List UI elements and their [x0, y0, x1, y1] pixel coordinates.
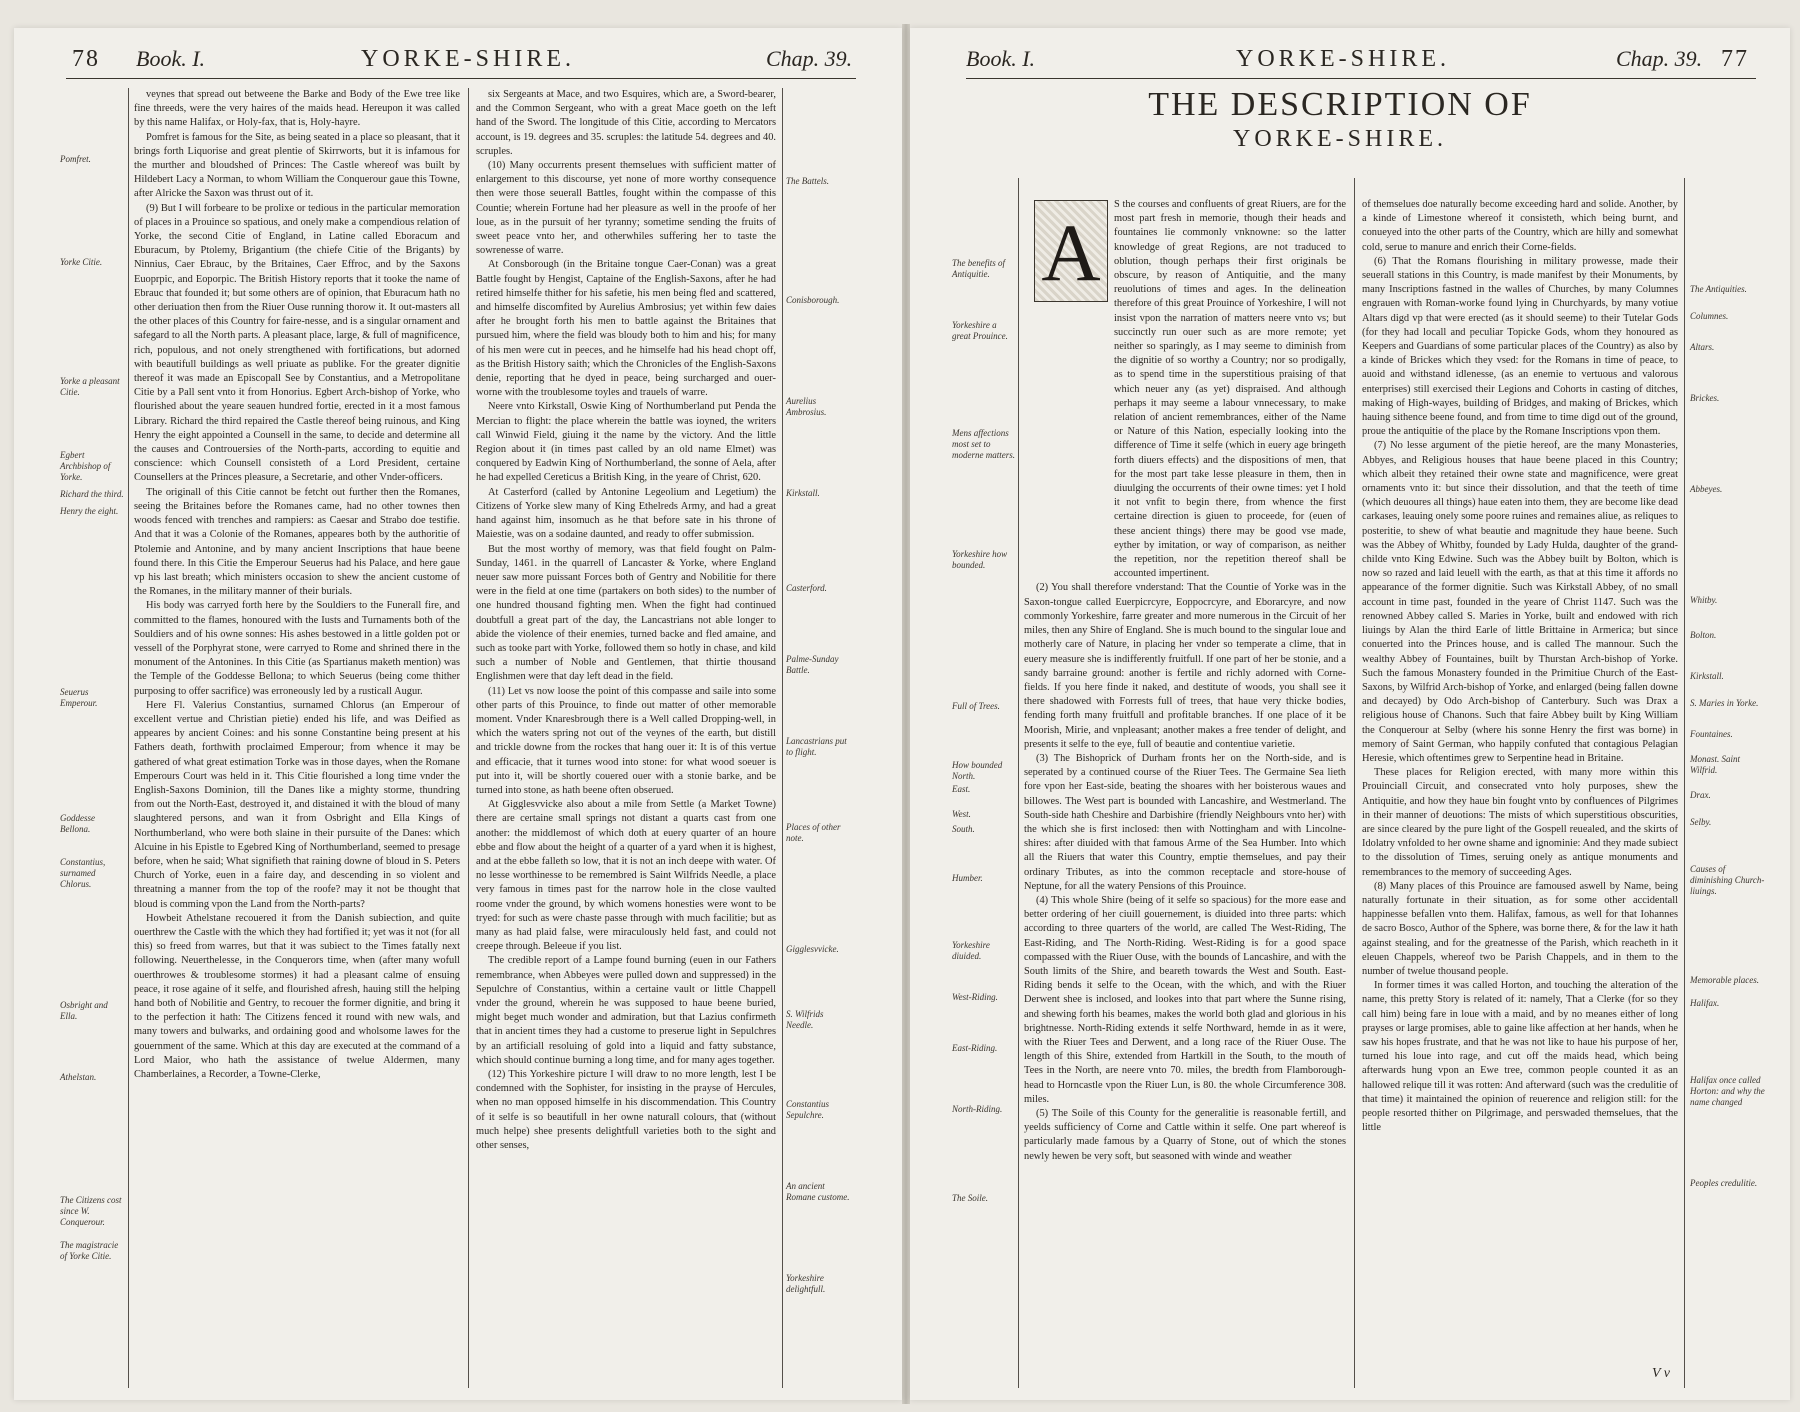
left-chapter-ref: Chap. 39.	[766, 46, 853, 71]
left-column-1	[134, 88, 460, 1388]
left-page-number: 78	[72, 46, 100, 72]
margin-note: Fountaines.	[1690, 729, 1733, 739]
margin-note: East.	[952, 784, 971, 794]
right-header-title: YORKE-SHIRE.	[1236, 46, 1450, 72]
paragraph: At Gigglesvvicke also about a mile from Settle (a Market Towne) there are certaine small springs not distant a quarts cast from one another: the middlemost of which doth at euery quarter of an houre ebbe and flow about the height of a quarter of a yard when it is highest, and at the ebbe falleth so low, that it is not an inch deepe with water. Of no lesse worthinesse to be remembred is Saint Wilfrids Needle, a place very famous in times past for the narrow hole in the close vaulted roome vnder the ground, by which womens honesties were wont to be tryed: for such as were chaste passe through with much facilitie; but as many as had plaid false, were miraculously held fast, and could not creepe through. Beleeue if you list.	[476, 799, 776, 953]
margin-note: The Citizens cost since W. Conquerour.	[60, 1195, 122, 1227]
margin-note: Gigglesvvicke.	[786, 944, 839, 954]
paragraph: Neere vnto Kirkstall, Oswie King of Northumberland put Penda the Mercian to flight: the place wherein the battle was ioyned, the writers call Winwid Field, giuing it the name by the victory. And the little Region about it (in times past called by an old name Elmet) was conquered by Eadwin King of Northumberland, the sonne of Aela, after he had expelled Cereticus a British King, in the yeare of Christ, 620.	[476, 401, 776, 484]
paragraph: But the most worthy of memory, was that field fought on Palm-Sunday, 1461. in the quarrell of Lancaster & Yorke, where England neuer saw more puissant Forces both of Gentry and Nobilitie for there were in the field at one time (partakers on both sides) to the number of one hundred thousand fighting men. When the fight had continued doubtfull a great part of the day, the Lancastrians not able longer to abide the violence of their enemies, turned backe and fled amaine, and such as tooke part with Yorke, followed them so hotly in chase, and kild such a number of Noble and Gentlemen, that thirtie thousand Englishmen were that day left dead in the field.	[476, 543, 776, 683]
margin-note: Athelstan.	[60, 1072, 97, 1082]
right-book-ref: Book. I.	[966, 46, 1036, 71]
margin-note: Yorkeshire diuided.	[952, 940, 990, 961]
left-margin-rule	[128, 88, 129, 1388]
margin-note: Places of other note.	[786, 822, 841, 843]
paragraph: (10) Many occurrents present themselues with sufficient matter of enlargement to this discourse, yet none of more worthy consequence then were those seuerall Battles, fought within the compasse of this Countie; wherein Fortune had her pleasure as well in the proofe of her loue, as in the pursuit of her tyranny; sometime sending the fruits of sweet peace vnto her, and otherwhiles suffering her to taste the sowrenesse of warre.	[476, 160, 776, 257]
margin-note: How bounded North.	[952, 760, 1003, 781]
margin-note: Causes of diminishing Church-liuings.	[1690, 864, 1765, 896]
dropcap-letter: A	[1041, 207, 1101, 298]
margin-note: Full of Trees.	[952, 701, 1000, 711]
left-running-head	[66, 42, 856, 79]
margin-note: Yorke a pleasant Citie.	[60, 376, 120, 397]
left-page	[14, 28, 902, 1400]
paragraph: In former times it was called Horton, and touching the alteration of the name, this pretty Story is related of it: namely, That a Clerke (for so they call him) being fare in loue with a maid, and by no meanes either of long prayses or large promises, able to gaine like affection at her hands, when he saw his hopes frustrate, and that he was not like to haue his purpose of her, turned his loue into rage, and cut off the maids head, which being afterwards hung vpon an Ewe tree, common people counted it as an hallowed relique till it was rotten: And afterward (such was the credulitie of that time) it maintained the opinion of reuerence and religion still: for the people resorted thither on Pilgrimage, and perswaded themselues, that the little	[1362, 980, 1678, 1134]
margin-note: Henry the eight.	[60, 506, 119, 516]
margin-note: Altars.	[1690, 342, 1715, 352]
left-inner-margin-rule	[782, 88, 783, 1388]
margin-note: Conisborough.	[786, 295, 840, 305]
margin-note: Humber.	[952, 873, 983, 883]
paragraph: (7) No lesse argument of the pietie hereof, are the many Monasteries, Abbyes, and Religious houses that haue beene placed in this Country; which albeit they retained their owne state and magnificence, were great ornaments vnto it: but since their dissolution, and that the teeth of time (which deuoures all things) haue eaten into them, they are become like dead carkases, leauing onely some poore ruines and remaines aliue, as reliques to posteritie, to shew of what beautie and magnitude they haue beene. Such was the Abbey of Whitby, founded by Lady Hulda, daughter of the grand-childe vnto King Edwine. Such was the Abbey built by Bolton, which is now so razed and laid leuell with the earth, as that at this time it affords no appearance of the former dignitie. Such was Kirkstall Abbey, of no small account in time past, founded in the yeare of Christ 1147. Such was the renowned Abbey called S. Maries in Yorke, built and endowed with rich liuings by Alan the third Earle of little Brittaine in Armerica; but since conuerted into the Princes house, and is called The mannour. Such the wealthy Abbey of Fountaines, built by Thurstan Arch-bishop of Yorke. Such the famous Monastery founded in the Primitiue Church of the East-Saxons, by Wilfrid Arch-bishop of Yorke, and enlarged (being fallen downe and decayed) by Odo Arch-bishop of Canterbury. Such was Drax a religious house of Chanons. Such that faire Abbey built by King William the Conquerour at Selby (where his sonne Henry the first was borne) in memory of Saint German, who happily confuted that contagious Pelagian Heresie, which oftentimes grew to Serpentine head in Britaine.	[1362, 440, 1678, 764]
margin-note: Abbeyes.	[1690, 484, 1723, 494]
left-header-title: YORKE-SHIRE.	[361, 46, 575, 72]
margin-note: Kirkstall.	[786, 488, 820, 498]
section-subtitle: YORKE-SHIRE.	[1233, 126, 1447, 152]
margin-note: An ancient Romane custome.	[786, 1181, 850, 1202]
margin-note: Yorkeshire how bounded.	[952, 549, 1008, 570]
paragraph: (12) This Yorkeshire picture I will draw to no more length, lest I be condemned with the Sophister, for insisting in the prayse of Hercules, when no man opposed himselfe in his discommendation. This Country of it selfe is so beautifull in her owne naturall colours, that (without much helpe) shee presents delightfull varieties both to the sight and other senses,	[476, 1069, 776, 1152]
margin-note: Monast. Saint Wilfrid.	[1690, 754, 1741, 775]
margin-note: Halifax.	[1690, 998, 1720, 1008]
paragraph: (8) Many places of this Prouince are famoused aswell by Name, being naturally fortunate in their situation, as for some other accidentall happinesse befallen vnto them. Halifax, famous, as well for that Iohannes de sacro Bosco, Author of the Sphere, was borne there, & for the law it hath against stealing, and for the greatnesse of the Parish, which reacheth in it eleuen Chappels, whereof two be Parish Chappels, and in them to the number of twelue thousand people.	[1362, 880, 1678, 977]
paragraph: six Sergeants at Mace, and two Esquires, which are, a Sword-bearer, and the Common Sergeant, who with a great Mace goeth on the left hand of the Sword. The longitude of this Citie, according to Mercators account, is 19. degrees and 35. scruples: the latitude 54. degrees and 40. scruples.	[476, 89, 776, 157]
margin-note: Lancastrians put to flight.	[786, 736, 847, 757]
margin-note: Bolton.	[1690, 630, 1717, 640]
margin-note: The Soile.	[952, 1193, 988, 1203]
paragraph: (2) You shall therefore vnderstand: That the Countie of Yorke was in the Saxon-tongue called Euerpicrcyre, Eoppocrcyre, and Eborarcyre, and now commonly Yorkeshire, farre greater and more numerous in the Circuit of her miles, then any Shire of England. She is much bound to the singular loue and motherly care of Nature, in placing her vnder so temperate a clime, that in euery measure she is indifferently fruitfull. If one part of her be stonie, and a sandy barraine ground: another is fertile and richly adorned with Corne-fields. If you here finde it naked, and destitute of woods, you shall see it there shadowed with Forrests full of trees, that haue very thicke bodies, fending forth many fruitfull and profitable branches. If one place of it be Moorish, Mirie, and vnpleasant; another makes a free tender of delight, and presents it selfe to the eye, full of beautie and contentiue varietie.	[1024, 582, 1346, 750]
paragraph: (3) The Bishoprick of Durham fronts her on the North-side, and is seperated by a continued course of the Riuer Tees. The Germaine Sea lieth fore vpon her East-side, beating the shoares with her boisterous waues and billowes. The West part is bounded with Lancashire, and Westmerland. The South-side hath Cheshire and Darbishire (friendly Neighbours vnto her) with the which she is first inclosed: then with Nottingham and with Lincolne-shires: after diuided with that famous Arme of the Sea Humber. Into which all the Riuers that water this Country, emptie themselues, and pay their ordinary Tributes, as into the common receptacle and store-house of Neptune, for all the watery Pensions of this Prouince.	[1024, 752, 1346, 892]
right-running-head	[966, 42, 1756, 79]
margin-note: Yorkeshire a great Prouince.	[952, 320, 1008, 341]
left-inner-margin-notes	[786, 88, 850, 1388]
left-outer-margin-notes	[60, 88, 124, 1388]
margin-note: West.	[952, 809, 971, 819]
margin-note: West-Riding.	[952, 992, 998, 1002]
margin-note: The magistracie of Yorke Citie.	[60, 1240, 119, 1261]
margin-note: Columnes.	[1690, 311, 1729, 321]
paragraph: Howbeit Athelstane recouered it from the Danish subiection, and quite ouerthrew the Castle with the which they had fortified it; yet was it not (for all this) so freed from warres, but that it was subiect to the Times fatally next following. Neuerthelesse, in the Conquerors time, when (after many wofull ouerthrowes & troublesome stormes) it had a pleasant calme of ensuing peace, it rose againe of it selfe, and flourished afresh, hauing still the helping hand both of Nobilitie and Gentry, to recouer the former dignitie, and bring it to the perfection it hath: The Citizens fenced it round with new wals, and many towers and bulwarks, and ordaining good and wholsome lawes for the gouernment of the same. Which at this day are executed at the command of a Lord Maior, who hath the assistance of twelue Aldermen, many Chamberlaines, a Recorder, a Towne-Clerke,	[134, 912, 460, 1081]
margin-note: The Antiquities.	[1690, 284, 1747, 294]
right-column-2	[1362, 198, 1678, 1388]
margin-note: Yorkeshire delightfull.	[786, 1273, 826, 1294]
margin-note: Goddesse Bellona.	[60, 813, 95, 834]
right-page-number: 77	[1721, 46, 1749, 72]
margin-note: Peoples credulitie.	[1690, 1178, 1758, 1188]
right-chapter-ref: Chap. 39.	[1616, 46, 1703, 71]
margin-note: S. Maries in Yorke.	[1690, 698, 1759, 708]
margin-note: Yorke Citie.	[60, 257, 103, 267]
paragraph: The originall of this Citie cannot be fetcht out further then the Romanes, seeing the Britaines before the Romanes came, had no other townes then woods fenced with trenches and rampiers: as Caesar and Strabo doe testifie. And that it was a Colonie of the Romanes, appeares both by the authoritie of Ptolemie and Antonine, and by many ancient Inscriptions that haue beene found there. In this Citie the Emperour Seuerus had his Palace, and here gaue vp his last breath; which ministers occasion to shew the ancient custome of the Romanes, in the military manner of their burials.	[134, 486, 460, 598]
right-margin-rule	[1018, 178, 1019, 1388]
margin-note: Palme-Sunday Battle.	[786, 654, 839, 675]
margin-note: Mens affections most set to moderne matters.	[952, 428, 1015, 460]
left-column-2	[476, 88, 776, 1388]
paragraph: veynes that spread out betweene the Barke and Body of the Ewe tree like fine threeds, were the very haires of the maids head. Hereupon it was called by this name Halifax, or Holy-fax, that is, Holy-hayre.	[134, 89, 460, 129]
paragraph: Here Fl. Valerius Constantius, surnamed Chlorus (an Emperour of excellent vertue and Christian pietie) ended his life, and was Deified as appeares by ancient Coines: and his sonne Constantine being present at his Fathers death, forthwith proclaimed Emperour; from whence it may be gathered of what great estimation Torke was in those dayes, when the Romane Emperours Court was held in it. This Citie flourished a long time vnder the English-Saxons Dominion, till the Danes like a mighty storme, thundring from out the North-East, destroyed it, and distained it with the bloud of many slaughtered persons, and wan it from Osbright and Ella Kings of Northumberland, who were both slaine in their pursuite of the Danes: which Alcuine in his Epistle to Egebred King of Northumberland, seemed to presage before, when he said; What signifieth that raining downe of bloud in S. Peters Church of Yorke, euen in a faire day, and descending in so violent and threatning a manner from the top of the roofe? may it not be thought that bloud is comming vpon the Land from the North-parts?	[134, 699, 460, 910]
right-outer-margin-notes	[952, 88, 1016, 1388]
margin-note: Drax.	[1690, 790, 1711, 800]
margin-note: Casterford.	[786, 583, 827, 593]
margin-note: Aurelius Ambrosius.	[786, 396, 827, 417]
paragraph: (4) This whole Shire (being of it selfe so spacious) for the more ease and better ordering of her ciuill gouernement, is diuided into three parts: which according to three quarters of the world, are called The West-Riding, The East-Riding, and The North-Riding. West-Riding is for a good space compassed with the Riuer Ouse, with the bounds of Lancashire, and with the South limits of the Shire, and beareth towards the West and South. East-Riding bends it selfe to the Ocean, with the which, and with the Riuer Derwent shee is inclosed, and lookes into that part where the Sunne rising, and shewing forth his beames, makes the world both glad and glorious in his brightnesse. North-Riding extends it selfe Northward, hemde in as it were, with the Riuer Tees and Derwent, and a long race of the Riuer Ouse. The length of this Shire, extended from Hartkill in the South, to the mouth of Tees in the North, are neere vnto 70. miles, the bredth from Flamborough-head to Horncastle vpon the Riuer Lun, is 80. the whole Circumference 308. miles.	[1024, 894, 1346, 1105]
paragraph: (11) Let vs now loose the point of this compasse and saile into some other parts of this Prouince, to finde out matter of other memorable moment. Vnder Knaresbrough there is a Well called Dropping-well, in which the waters spring not out of the veynes of the earth, but distill and trickle downe from the rockes that hang ouer it: It is of this vertue and efficacie, that it turnes wood into stone: for what wood soeuer is put into it, will be shortly couered ouer with a stonie barke, and be turned into stone, as hath beene often obserued.	[476, 685, 776, 796]
margin-note: South.	[952, 824, 975, 834]
margin-note: Whitby.	[1690, 595, 1718, 605]
section-title: THE DESCRIPTION OF	[1148, 86, 1532, 123]
margin-note: Selby.	[1690, 817, 1712, 827]
paragraph: (5) The Soile of this County for the generalitie is reasonable fertill, and yeelds sufficiency of Corne and Cattle within it selfe. One part whereof is particularly made famous by a Quarry of Stone, out of which the stones newly hewen be very soft, but seasoned with winde and weather	[1024, 1108, 1346, 1162]
margin-note: Richard the third.	[60, 489, 124, 499]
margin-note: Constantius Sepulchre.	[786, 1099, 830, 1120]
margin-note: Constantius, surnamed Chlorus.	[60, 857, 106, 889]
paragraph: These places for Religion erected, with many more within this Prouinciall Circuit, and consecrated vnto holy purposes, shew the Antiquitie, and how they haue bin fought vnto by confluences of Pilgrimes in their manner of deuotions: The mists of which superstitious obscurities, are since cleared by the pure light of the Gospell reuealed, and the skirts of Idolatry vnfolded to her owne shame and ignominie: And they made subiect to the dissolution of Times, seruing onely as antique monuments and remembrances to the memory of succeeding Ages.	[1362, 767, 1678, 878]
margin-note: Halifax once called Horton: and why the name changed	[1690, 1075, 1765, 1107]
margin-note: Egbert Archbishop of Yorke.	[60, 450, 111, 482]
margin-note: Seuerus Emperour.	[60, 687, 98, 708]
paragraph: S the courses and confluents of great Riuers, are for the most part fresh in memorie, though their heads and fountaines lie commonly vnknowne: so the latter knowledge of great Regions, are not traduced to oblution, though perhaps their first originals be obscure, by reason of Antiquitie, and the many reuolutions of times and ages. In the delineation therefore of this great Prouince of Yorkeshire, I will not insist vpon the narration of matters neere vnto vs; but succinctly run ouer such as are more remote; yet neither so sparingly, as I may seeme to diminish from the dignitie of so worthy a Country; nor so prodigally, as to spend time in the superstitious praising of that which neuer any (as yet) dispraised. And although perhaps it may seeme a labour vnnecessary, to make relation of ancient remembrances, either of the Name or Nature of this Nation, especially looking into the difference of Time it selfe (which in euery age bringeth forth diuers effects) and the dispositions of men, that for the most part take lesse pleasure in them, then in diuulging the occurrents of their owne times: yet I hold it not vnfit to begin there, from whence the first certaine direction is giuen to proceede, for (euen of these ancient things) there may be good vse made, eyther by imitation, or way of comparison, as neither the repetition, nor the repetition thereof shall be accounted impertinent.	[1114, 199, 1346, 580]
margin-note: S. Wilfrids Needle.	[786, 1009, 824, 1030]
right-column-1	[1024, 198, 1346, 1388]
margin-note: The benefits of Antiquitie.	[952, 258, 1005, 279]
page-fold	[902, 24, 910, 1404]
left-column-rule	[468, 88, 469, 1388]
margin-note: Brickes.	[1690, 393, 1720, 403]
paragraph: Pomfret is famous for the Site, as being seated in a place so pleasant, that it brings forth Liquorise and great plentie of Skirrworts, but it is infamous for the murther and bloudshed of Princes: The Castle whereof was built by Hildebert Lacy a Norman, to whom William the Conquerour gaue this Towne, after Alricke the Saxon was thrust out of it.	[134, 131, 460, 200]
paragraph: His body was carryed forth here by the Souldiers to the Funerall fire, and committed to the flames, honoured with the Iusts and Turnaments both of the Souldiers and of his owne sonnes: His ashes bestowed in a little golden pot or vessell of the Porphyrat stone, were carryed to Rome and shrined there in the monument of the Antonines. In this Citie (as Spartianus maketh mention) was the Temple of the Goddesse Bellona; to which Seuerus (being come thither purposing to offer sacrifice) was erroneously led by a rusticall Augur.	[134, 600, 460, 697]
paragraph: At Consborough (in the Britaine tongue Caer-Conan) was a great Battle fought by Hengist, Captaine of the English-Saxons, after he had retired himselfe thither for his safetie, his men being fled and scattered, and himselfe discomfited by Aurelius Ambrosius; yet within few daies after he brought forth his men to battle against the Britaines that pursued him, where the field was bloudy both to him and his; for many of his men were cut in peeces, and he himselfe had his head chopt off, as the British History saith; which the Chronicles of the English-Saxons denie, reporting that he dyed in peace, being surcharged and ouer-worne with the troublesome toyles and trauels of warre.	[476, 259, 776, 399]
right-inner-margin-rule	[1684, 178, 1685, 1388]
signature-mark: V v	[1652, 1366, 1671, 1381]
margin-note: North-Riding.	[952, 1104, 1003, 1114]
paragraph: At Casterford (called by Antonine Legeolium and Legetium) the Citizens of Yorke slew many of King Ethelreds Army, and had a great hand against him, insomuch as he that before sate in his throne of Maiestie, was on a sodaine daunted, and ready to offer submission.	[476, 486, 776, 541]
margin-note: The Battels.	[786, 176, 829, 186]
margin-note: Kirkstall.	[1690, 671, 1724, 681]
paragraph: (9) But I will forbeare to be prolixe or tedious in the particular memoration of places in a Prouince so spatious, and onely make a compendious relation of Yorke, the second Citie of England, in Latine called Eboracum and Eburacum, by Ptolemy, Brigantium (the chiefe Citie of the Brigants) by Ninnius, Caer Ebrauc, by the Britaines, Caer Effroc, and by the Saxons Euoprpic, and Eoporpic. The British History reports that it tooke the name of Ebrauc that founded it; but some others are of opinion, that Eburacum hath no other deriuation then from the Riuer Ouse running thorow it. It out-masters all the other places of this Country for faire-nesse, and is a singular ornament and safegard to all the North parts. A pleasant place, large, & full of magnificence, rich, populous, and not onely strengthened with fortifications, but adorned with beautifull buildings as well priuate as publike. For the greater dignitie thereof it was made an Episcopall See by Constantius, and a Metropolitane Citie by a Pall sent vnto it from Honorius. Egbert Arch-bishop of Yorke, who flourished about the yeare seauen hundred fortie, erected in it a most famous Library. Richard the third repaired the Castle thereof being ruinous, and King Henry the eight appointed a Counsell in the same, to decide and determine all the causes and Controuersies of the North-parts, according to equitie and conscience: which Counsell consisteth of a Lord President, certaine Counsellers at the Princes pleasure, a Secretarie, and other Vnder-officers.	[134, 202, 460, 484]
margin-note: Osbright and Ella.	[60, 1000, 108, 1021]
margin-note: Memorable places.	[1690, 975, 1759, 985]
left-book-ref: Book. I.	[136, 46, 206, 71]
right-page	[910, 28, 1790, 1400]
margin-note: Pomfret.	[60, 154, 91, 164]
paragraph: The credible report of a Lampe found burning (euen in our Fathers remembrance, when Abbeyes were pulled down and suppressed) in the Sepulchre of Constantius, within a certaine vault or little Chappell vnder the ground, wherein he was supposed to haue beene buried, might beget much wonder and admiration, but that Lazius confirmeth that in ancient times they had a custome to preserue light in Sepulchres by an artificiall resoluing of gold into a liquid and fatty substance, which should continue burning a long time, and for many ages together.	[476, 955, 776, 1066]
right-column-rule	[1354, 178, 1355, 1388]
margin-note: East-Riding.	[952, 1043, 998, 1053]
paragraph: (6) That the Romans flourishing in military prowesse, made their seuerall stations in this Country, is made manifest by their Monuments, by many Inscriptions fastned in the walles of Churches, by many Columnes engrauen with Roman-worke found lying in Churchyards, by many votiue Altars digd vp that were erected (as it should seeme) to their Tutelar Gods (for they had locall and peculiar Topicke Gods, whom they honoured as Keepers and Guardians of some particular places of the Country) as also by a kinde of Brickes which they vsed: for the Romans in time of peace, to auoid and withstand idlenesse, (as an enemie to vertuous and valorous enterprises) still exercised their Legions and Cohorts in casting of ditches, making of High-wayes, building of Bridges, and making of Brickes, which hauing sithence beene found, and from time to time digd out of the ground, proue the antiquitie of the place by the Romane Inscriptions vpon them.	[1362, 255, 1678, 438]
paragraph: of themselues doe naturally become exceeding hard and solide. Another, by a kinde of Limestone whereof it consisteth, which being burnt, and conueyed into the other parts of the Country, which are hilly and somewhat cold, serue to manure and enrich their Corne-fields.	[1362, 199, 1678, 253]
right-inner-margin-notes	[1690, 88, 1768, 1388]
